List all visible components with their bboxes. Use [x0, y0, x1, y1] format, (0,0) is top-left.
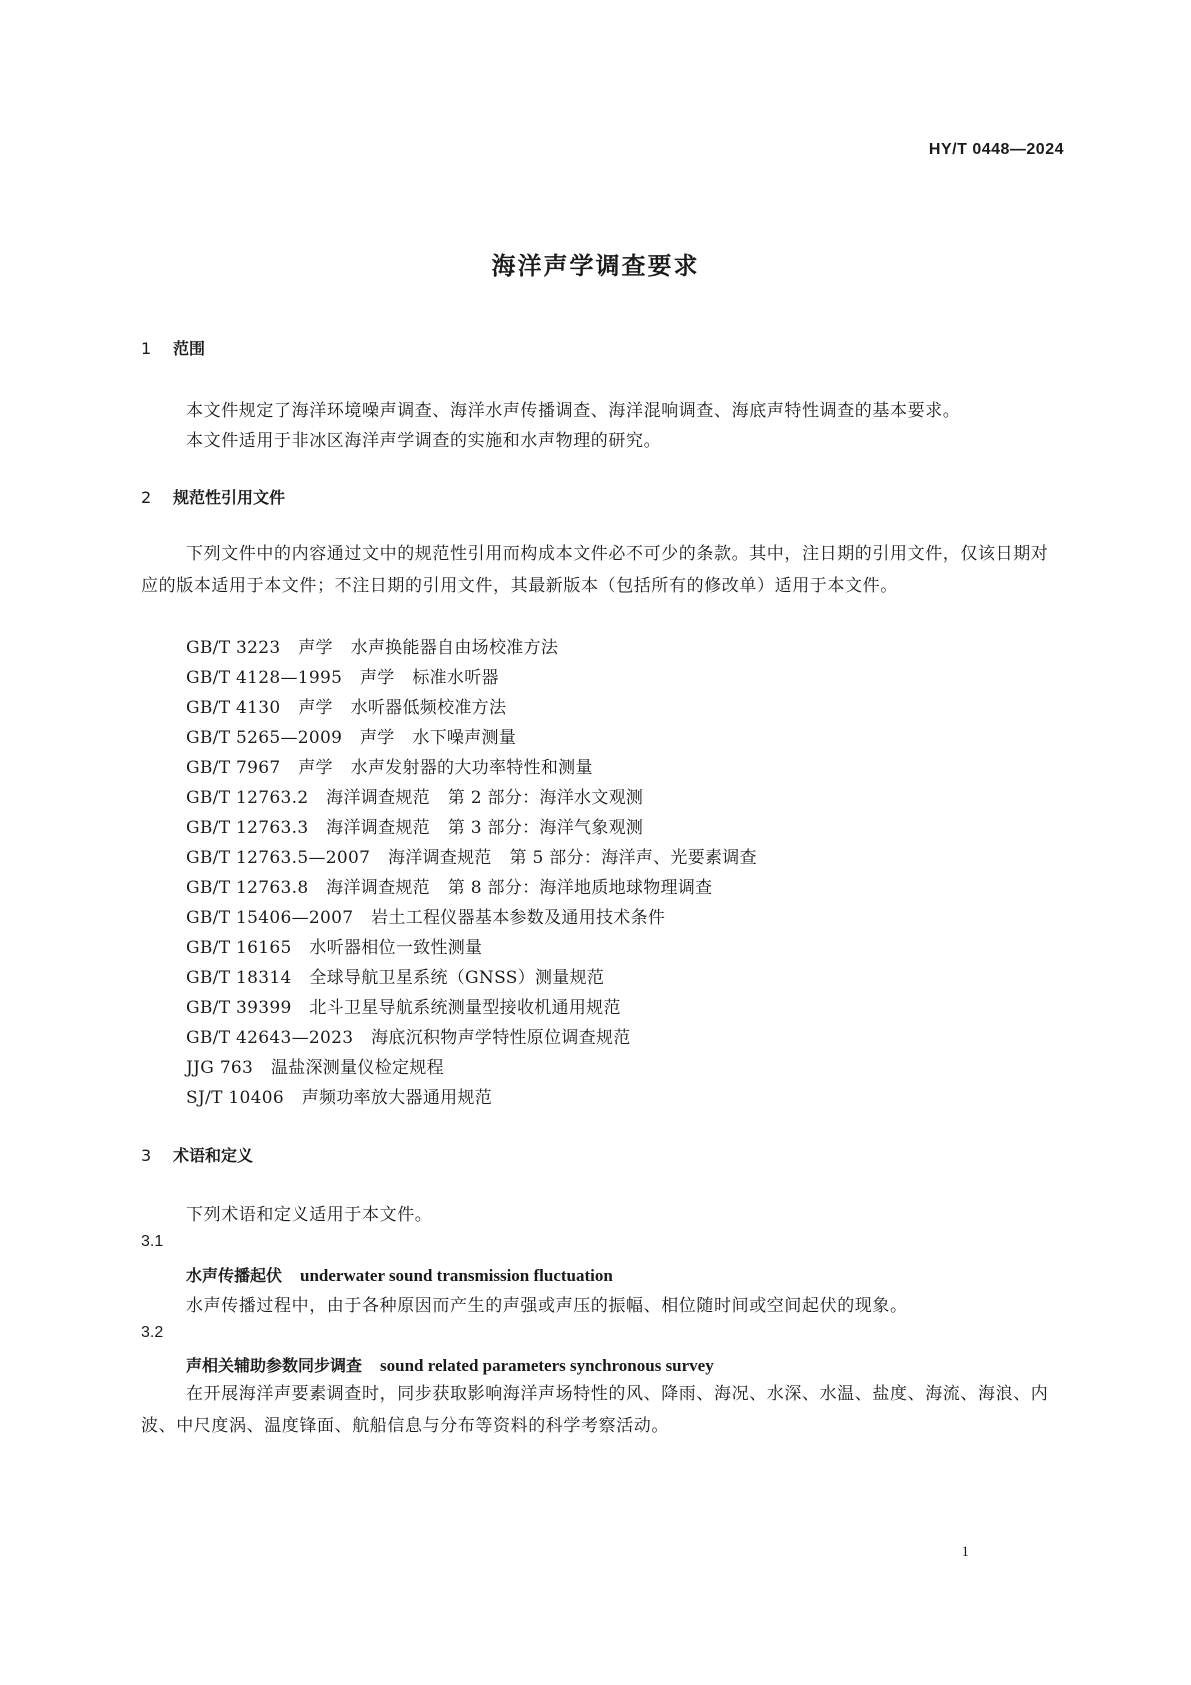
ref-code: GB/T 4130: [186, 698, 281, 718]
ref-title: 水下噪声测量: [412, 728, 517, 748]
ref-title: 水听器相位一致性测量: [309, 938, 483, 958]
term-heading: [186, 1353, 714, 1376]
ref-title: 第 2 部分：海洋水文观测: [447, 788, 644, 808]
term-zh: 声相关辅助参数同步调查: [186, 1356, 363, 1375]
term-en: underwater sound transmission fluctuation: [300, 1266, 613, 1285]
reference-item: [186, 993, 621, 1018]
ref-category: 声学: [360, 668, 395, 688]
ref-category: 海洋调查规范: [326, 878, 430, 898]
reference-item: [186, 1053, 444, 1078]
reference-item: [186, 723, 516, 748]
ref-title: 第 5 部分：海洋声、光要素调查: [509, 848, 757, 868]
ref-code: SJ/T 10406: [186, 1088, 285, 1108]
reference-item: [186, 903, 665, 928]
term-number: 3.1: [141, 1233, 164, 1250]
reference-item: [186, 963, 604, 988]
ref-code: GB/T 16165: [186, 938, 292, 958]
page-number: 1: [961, 1544, 969, 1560]
section-2-heading: [141, 485, 285, 508]
ref-category: 声学: [298, 698, 333, 718]
term-definition: 水声传播过程中，由于各种原因而产生的声强或声压的振幅、相位随时间或空间起伏的现象。: [186, 1296, 908, 1316]
ref-title: 声频功率放大器通用规范: [301, 1088, 493, 1108]
ref-code: GB/T 12763.2: [186, 788, 309, 808]
ref-code: GB/T 39399: [186, 998, 292, 1018]
reference-item: [186, 663, 499, 688]
section-3-heading: [141, 1143, 253, 1166]
paragraph: 下列术语和定义适用于本文件。: [186, 1205, 433, 1225]
ref-title: 全球导航卫星系统（GNSS）测量规范: [309, 968, 605, 988]
reference-item: [186, 1023, 631, 1048]
reference-item: [186, 873, 712, 898]
ref-category: 海洋调查规范: [387, 848, 492, 868]
ref-code: GB/T 5265—2009: [186, 728, 343, 748]
ref-title: 岩土工程仪器基本参数及通用技术条件: [371, 908, 666, 928]
term-number: 3.2: [141, 1324, 164, 1341]
ref-title: 水声发射器的大功率特性和测量: [350, 758, 593, 778]
ref-code: GB/T 12763.5—2007: [186, 848, 371, 868]
ref-title: 标准水听器: [412, 668, 499, 688]
ref-title: 温盐深测量仪检定规程: [270, 1058, 444, 1078]
ref-title: 海底沉积物声学特性原位调查规范: [371, 1028, 631, 1048]
ref-code: GB/T 15406—2007: [186, 908, 354, 928]
ref-title: 水听器低频校准方法: [350, 698, 507, 718]
term-en: sound related parameters synchronous survey: [380, 1356, 714, 1375]
ref-code: GB/T 12763.8: [186, 878, 309, 898]
ref-code: GB/T 4128—1995: [186, 668, 343, 688]
ref-category: 声学: [360, 728, 395, 748]
ref-code: GB/T 7967: [186, 758, 281, 778]
ref-code: GB/T 3223: [186, 638, 281, 658]
reference-item: [186, 933, 482, 958]
ref-category: 海洋调查规范: [326, 788, 430, 808]
section-number: 1: [141, 339, 152, 358]
section-1-heading: [141, 336, 205, 359]
section-title: 范围: [173, 339, 206, 358]
reference-item: [186, 753, 593, 778]
ref-category: 声学: [298, 638, 333, 658]
reference-item: [186, 693, 506, 718]
term-definition: 在开展海洋声要素调查时，同步获取影响海洋声场特性的风、降雨、海况、水深、水温、盐度、海流、海浪、内波、中尺度涡、温度锋面、航船信息与分布等资料的科学考察活动。: [141, 1384, 1049, 1436]
ref-title: 第 8 部分：海洋地质地球物理调查: [447, 878, 713, 898]
ref-title: 水声换能器自由场校准方法: [350, 638, 559, 658]
ref-code: GB/T 18314: [186, 968, 292, 988]
term-heading: [186, 1263, 613, 1286]
ref-code: GB/T 42643—2023: [186, 1028, 354, 1048]
term-zh: 水声传播起伏: [186, 1266, 283, 1285]
section-title: 规范性引用文件: [173, 488, 286, 507]
reference-item: [186, 1083, 492, 1108]
page-title: 海洋声学调查要求: [491, 252, 700, 280]
reference-item: [186, 783, 643, 808]
section-number: 2: [141, 488, 152, 507]
standard-id: HY/T 0448—2024: [928, 141, 1064, 158]
ref-code: JJG 763: [186, 1058, 254, 1078]
ref-title: 北斗卫星导航系统测量型接收机通用规范: [309, 998, 621, 1018]
paragraph: 下列文件中的内容通过文中的规范性引用而构成本文件必不可少的条款。其中，注日期的引用文件，仅该日期对应的版本适用于本文件；不注日期的引用文件，其最新版本（包括所有的修改单）适用于本文件。: [141, 544, 1049, 596]
section-title: 术语和定义: [173, 1146, 254, 1165]
paragraph: 本文件规定了海洋环境噪声调查、海洋水声传播调查、海洋混响调查、海底声特性调查的基本要求。: [186, 401, 961, 421]
ref-category: 海洋调查规范: [326, 818, 430, 838]
ref-code: GB/T 12763.3: [186, 818, 309, 838]
section-number: 3: [141, 1146, 152, 1165]
ref-category: 声学: [298, 758, 333, 778]
reference-item: [186, 843, 757, 868]
reference-item: [186, 633, 558, 658]
ref-title: 第 3 部分：海洋气象观测: [447, 818, 644, 838]
reference-item: [186, 813, 643, 838]
paragraph: 本文件适用于非冰区海洋声学调查的实施和水声物理的研究。: [186, 431, 662, 451]
